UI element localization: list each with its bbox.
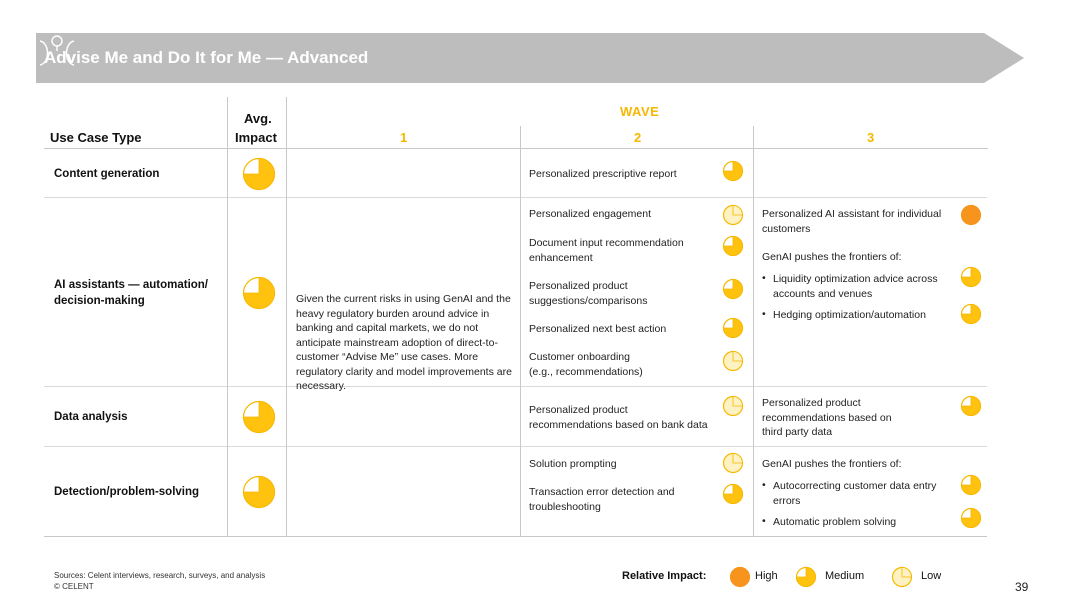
header-wave-2: 2: [634, 130, 642, 145]
impact-pie-icon: [722, 452, 744, 474]
impact-pie-icon: [722, 235, 744, 257]
impact-pie-icon: [722, 204, 744, 226]
impact-pie-icon: [960, 474, 982, 496]
wave2-item: Customer onboarding (e.g., recommendations): [529, 351, 643, 378]
wave2-item: Personalized next best action: [529, 323, 667, 335]
impact-pie-icon: [960, 395, 982, 417]
impact-pie-icon: [722, 278, 744, 300]
legend-medium-icon: [795, 566, 817, 588]
wave3-intro: GenAI pushes the frontiers of:: [762, 458, 902, 470]
impact-pie-icon: [960, 303, 982, 325]
impact-pie-icon: [960, 507, 982, 529]
wave2-item: Personalized product suggestions/comparisons: [529, 280, 648, 307]
impact-pie-icon: [722, 317, 744, 339]
wave2-item: Transaction error detection and troubleshooting: [529, 486, 675, 513]
page-number: 39: [1015, 580, 1029, 594]
wave1-note: Given the current risks in using GenAI and the heavy regulatory burden around advice in banking and capital markets, we do not anticipate mainstream adoption of direct-to-customer “Advise Me” use cases. More regulatory clarity and model improvements are necessary.: [296, 293, 512, 392]
avg-impact-pie-icon: [242, 157, 276, 191]
impact-pie-icon: [960, 266, 982, 288]
avg-impact-pie-icon: [242, 475, 276, 509]
legend-low-label: Low: [921, 570, 942, 582]
bullet-dot: •: [762, 308, 766, 320]
page-title: Advise Me and Do It for Me — Advanced: [44, 48, 369, 67]
legend-title: Relative Impact:: [622, 570, 707, 582]
wave3-bullet: Automatic problem solving: [773, 516, 897, 528]
avg-impact-pie-icon: [242, 400, 276, 434]
wave2-item: Personalized product recommendations based on bank data: [529, 404, 708, 431]
wave2-item: Personalized prescriptive report: [529, 168, 677, 180]
row-label-detection: Detection/problem-solving: [54, 486, 200, 498]
impact-pie-icon: [722, 483, 744, 505]
impact-pie-icon: [722, 395, 744, 417]
header-wave-3: 3: [867, 130, 875, 145]
row-label-ai-assistants: AI assistants — automation/ decision-making: [54, 279, 209, 307]
wave2-item: Document input recommendation enhancement: [529, 237, 684, 264]
title-banner: [36, 33, 1024, 83]
impact-pie-icon: [722, 350, 744, 372]
wave2-item: Solution prompting: [529, 458, 617, 470]
bullet-dot: •: [762, 479, 766, 491]
wave3-bullet: Liquidity optimization advice across accounts and venues: [773, 273, 938, 300]
legend-low-icon: [891, 566, 913, 588]
row-label-data-analysis: Data analysis: [54, 411, 128, 423]
avg-impact-pie-icon: [242, 276, 276, 310]
row-label-content-generation: Content generation: [54, 168, 160, 180]
wave3-item: Personalized product recommendations based on third party data: [762, 397, 892, 438]
impact-pie-icon: [960, 204, 982, 226]
header-wave-1: 1: [400, 130, 408, 145]
wave3-bullet: Autocorrecting customer data entry errors: [773, 480, 937, 507]
header-avg-impact-line2: Impact: [235, 130, 277, 145]
legend-high-label: High: [755, 570, 778, 582]
wave3-item: Personalized AI assistant for individual customers: [762, 208, 942, 235]
bullet-dot: •: [762, 515, 766, 527]
idea-icon: [36, 33, 76, 69]
header-wave: WAVE: [620, 104, 660, 119]
bullet-dot: •: [762, 272, 766, 284]
impact-pie-icon: [722, 160, 744, 182]
footer-sources: Sources: Celent interviews, research, surveys, and analysis © CELENT: [54, 571, 266, 591]
legend-medium-label: Medium: [825, 570, 865, 582]
wave3-intro: GenAI pushes the frontiers of:: [762, 251, 902, 263]
header-avg-impact-line1: Avg.: [244, 111, 272, 126]
wave2-item: Personalized engagement: [529, 208, 652, 220]
header-use-case-type: Use Case Type: [50, 130, 142, 145]
legend-high-icon: [729, 566, 751, 588]
wave3-bullet: Hedging optimization/automation: [773, 309, 926, 321]
